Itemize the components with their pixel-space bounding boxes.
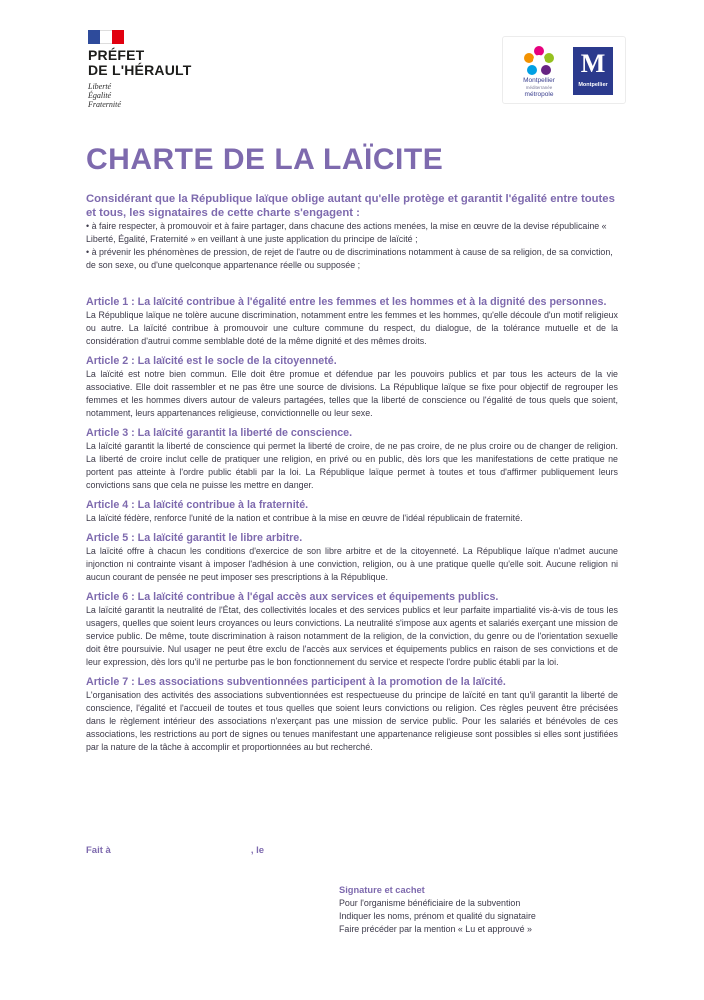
article-text: La laïcité garantit la neutralité de l'État, des collectivités locales et des services publics et leur parfaite impartialité vis-à-vis de tous les usagers, quelles que soient leurs croyances ou leurs convictions. La neutralité s'impose aux agents et salariés exerçant une mission de service public. De même, toute discrimination à raison notamment de la religion, de la conviction, du genre ou de l'orientation sexuelle doit être poursuivie. Nul usager ne peut être exclu de l'accès aux services et équipements publics en raison de ses convictions et de leur expression, dès lors qu'il ne perturbe pas le bon fonctionnement du service et respecte l'ordre public établi par la loi. bbox=[86, 605, 618, 667]
star-logo-icon bbox=[511, 45, 567, 79]
article-3 bbox=[86, 426, 618, 492]
montpellier-logo bbox=[573, 47, 613, 95]
article-text: L'organisation des activités des associations subventionnées est respectueuse du principe de laïcité en tant qu'il garantit la liberté de conscience, l'égalité et l'accueil de toutes et tous quelles que soient leurs convictions ou religion. Ces règles peuvent être précisées dans le règlement intérieur des associations n'exerçant pas une mission de service public. Pour les salariés et bénévoles de ces associations, les restrictions au port de signes ou tenues manifestant une appartenance religieuse sont possibles si elles sont justifiées par la nature de la tâche à accomplir et proportionnées au but recherché. bbox=[86, 690, 618, 752]
article-title: Article 3 : La laïcité garantit la liberté de conscience. bbox=[86, 427, 353, 439]
partner-logos bbox=[502, 36, 626, 104]
montpellier-logo-label: Montpellier bbox=[578, 82, 608, 88]
signature-instruction-1: Pour l'organisme bénéficiaire de la subvention bbox=[339, 898, 521, 908]
montpellier-logo-letter: M bbox=[580, 49, 606, 78]
date-label: , le bbox=[250, 845, 265, 856]
article-title: Article 7 : Les associations subventionnées participent à la promotion de la laïcité. bbox=[86, 676, 506, 688]
fait-a-line bbox=[86, 845, 264, 856]
devise-fraternite: Fraternité bbox=[88, 100, 121, 109]
article-title: Article 2 : La laïcité est le socle de la citoyenneté. bbox=[86, 355, 337, 367]
intro-bullet-1: • à faire respecter, à promouvoir et à faire partager, dans chacune des actions menées, la mise en œuvre de la devise républicaine « Liberté, Égalité, Fraternité » en veillant à une juste application du principe de laïcité ; bbox=[86, 221, 607, 244]
charter-content bbox=[86, 192, 618, 760]
metropole-logo-text bbox=[511, 77, 567, 98]
metropole-logo-line2: méditerranée bbox=[525, 85, 553, 90]
metropole-logo-line3: métropole bbox=[524, 91, 554, 98]
intro-heading: Considérant que la République laïque oblige autant qu'elle protège et garantit l'égalité entre toutes et tous, les signataires de cette charte s'engagent : bbox=[86, 193, 615, 219]
prefet-title-line1: PRÉFET bbox=[88, 47, 145, 63]
article-text: La laïcité offre à chacun les conditions d'exercice de son libre arbitre et de la citoyenneté. La République laïque n'admet aucune injonction ni contrainte visant à imposer l'adhésion à une conviction, religion, ou à une pratique quelle qu'elle soit. Aucune religion ni aucun courant de pensée ne peut imposer ses prescriptions à la République. bbox=[86, 546, 618, 582]
fait-a-label: Fait à bbox=[86, 845, 111, 856]
article-5 bbox=[86, 531, 618, 584]
article-text: La laïcité est notre bien commun. Elle doit être promue et défendue par les pouvoirs publics et par tous les acteurs de la vie associative. Elle doit rassembler et ne pas être une source de divisions. La République laïque se fixe pour objectif de regrouper les femmes et les hommes divers autour de valeurs partagées, telles que la liberté de conscience ou l'égalité de tous quels que soient, notamment, leurs appartenances religieuse, convictionnelle ou leur sexe. bbox=[86, 369, 618, 418]
prefet-header bbox=[88, 30, 191, 109]
metropole-logo-line1: Montpellier bbox=[523, 77, 555, 84]
devise bbox=[88, 82, 191, 109]
signature-instruction-3: Faire précéder par la mention « Lu et approuvé » bbox=[339, 924, 532, 934]
intro-bullet-2: • à prévenir les phénomènes de pression, de rejet de l'autre ou de discriminations notamment à cause de sa religion, de sa conviction, de son sexe, ou d'une quelconque appartenance réelle ou supposée ; bbox=[86, 247, 613, 270]
signature-title: Signature et cachet bbox=[339, 885, 425, 895]
article-title: Article 5 : La laïcité garantit le libre arbitre. bbox=[86, 532, 303, 544]
article-7 bbox=[86, 675, 618, 754]
article-title: Article 1 : La laïcité contribue à l'égalité entre les femmes et les hommes et à la dignité des personnes. bbox=[86, 296, 607, 308]
article-6 bbox=[86, 590, 618, 669]
article-title: Article 4 : La laïcité contribue à la fraternité. bbox=[86, 499, 309, 511]
signature-block bbox=[339, 884, 619, 936]
articles-list bbox=[86, 295, 618, 754]
metropole-logo bbox=[511, 45, 567, 99]
article-text: La laïcité garantit la liberté de conscience qui permet la liberté de croire, de ne pas croire, de ne plus croire ou de changer de religion. La liberté de croire inclut celle de pratiquer une religion, en privé ou en public, dès lors que les manifestations de cette pratique ne portent pas atteinte à l'ordre public établi par la loi. La République laïque permet à toutes et tous d'affirmer publiquement leurs convictions sans que cela ne puisse les mettre en danger. bbox=[86, 441, 618, 490]
article-2 bbox=[86, 354, 618, 420]
article-title: Article 6 : La laïcité contribue à l'égal accès aux services et équipements publics. bbox=[86, 591, 499, 603]
devise-liberte: Liberté bbox=[88, 82, 112, 91]
signature-instruction-2: Indiquer les noms, prénom et qualité du signataire bbox=[339, 911, 536, 921]
article-1 bbox=[86, 295, 618, 348]
article-4 bbox=[86, 498, 618, 525]
article-text: La République laïque ne tolère aucune discrimination, notamment entre les femmes et les hommes, qu'elle découle d'un motif religieux ou autre. La laïcité contribue à promouvoir une culture commune du respect, du dialogue, de la tolérance mutuelle et de la considération d'autrui comme semblable doté de la même dignité et des mêmes droits. bbox=[86, 310, 618, 346]
article-text: La laïcité fédère, renforce l'unité de la nation et contribue à la mise en œuvre de l'idéal républicain de fraternité. bbox=[86, 513, 523, 523]
marianne-flag-icon bbox=[88, 30, 124, 44]
devise-egalite: Égalité bbox=[88, 91, 112, 100]
prefet-title-line2: DE L'HÉRAULT bbox=[88, 62, 192, 78]
page-title: CHARTE DE LA LAÏCITE bbox=[86, 143, 444, 176]
